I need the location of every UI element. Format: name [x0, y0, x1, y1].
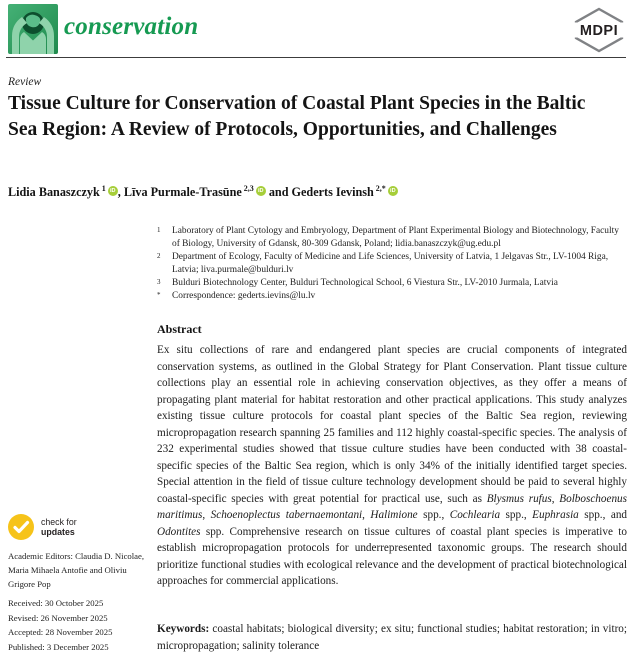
species-name: Schoenoplectus tabernaemontani: [210, 509, 363, 521]
keywords-text: coastal habitats; biological diversity; ex situ; functional studies; habitat restoration; in vitro; micropropagation; salinity tolerance: [157, 623, 627, 652]
species-name: Odontites: [157, 525, 201, 538]
article-type-label: Review: [8, 76, 42, 88]
article-dates: [8, 596, 112, 654]
abstract-segment: spp., and: [578, 509, 628, 521]
keywords-block: [157, 621, 627, 654]
species-name: Blysmus rufus: [486, 492, 552, 505]
orcid-id-icon[interactable]: iD: [388, 186, 398, 196]
abstract-segment: ,: [362, 509, 371, 521]
abstract-segment: spp.,: [417, 509, 450, 521]
date-received: Received: 30 October 2025: [8, 598, 104, 608]
orcid-id-icon[interactable]: iD: [256, 186, 266, 196]
species-name: Cochlearia: [449, 509, 501, 521]
affiliation-text: Laboratory of Plant Cytology and Embryology, Department of Plant Experimental Biology and Biotechnology, Faculty of Biology, University of Gdansk, 80-309 Gdansk, Poland; lidia.banaszczyk@ug.edu.pl: [172, 226, 619, 249]
correspondence-item: [157, 290, 629, 303]
header-divider: [6, 57, 626, 58]
affiliation-item: [157, 277, 629, 290]
affiliation-item: [157, 251, 629, 277]
author: Līva Purmale-Trasūne $^{2,3}$ iD: [124, 185, 266, 199]
page-title: Tissue Culture for Conservation of Coastal Plant Species in the Baltic Sea Region: A Review of Protocols, Opportunities, and Challenges: [8, 93, 586, 140]
correspondence-text: Correspondence: gederts.ievins@lu.lv: [172, 291, 316, 301]
abstract-segment: Ex situ collections of rare and endangered plant species are crucial components of integrated conservation systems, as outlined in the Global Strategy for Plant Conservation. Plant tissue culture collections play an essential role in achieving conservation objectives, as they offer a means of propagating plant material for habitat restoration and other practical applications. This study analyzes existing tissue culture protocols for coastal plant species of the Baltic Sea region, reviewing micropropagation research spanning 25 families and 112 highly coastal-specific species. The analysis of 232 experimental studies showed that tissue culture studies have been conducted with 38 coastal-specific species of the Baltic Sea region, which is only 34% of the initially identified target species. Special attention in the field of tissue culture technology development should be paid to several highly coastal-specific species with great potential for practical use, such as: [157, 344, 627, 505]
abstract-segment: ,: [551, 492, 560, 505]
publisher-logo: [570, 7, 628, 58]
check-badge-line2: updates: [41, 527, 75, 537]
author-separator: ,: [117, 185, 124, 200]
affiliation-text: Department of Ecology, Faculty of Medicine and Life Sciences, University of Latvia, 1 Jelgavas Str., LV-1004 Riga, Latvia; liva.purmale@bulduri.lv: [172, 252, 609, 275]
date-revised: Revised: 26 November 2025: [8, 612, 108, 623]
species-name: Halimione: [370, 509, 418, 521]
keywords-label: Keywords:: [157, 623, 210, 635]
check-for-updates-badge[interactable]: [8, 514, 77, 540]
affiliation-marker: *: [157, 291, 161, 299]
journal-name: conservation: [64, 13, 199, 40]
mdpi-hexagon-icon: [570, 7, 628, 53]
affiliation-marker: 2: [157, 252, 161, 260]
date-published: Published: 3 December 2025: [8, 641, 109, 652]
species-name: Bolboschoenus maritimus: [157, 492, 628, 521]
author: Lidia Banaszczyk $^1$ iD: [8, 185, 118, 199]
affiliation-text: Bulduri Biotechnology Center, Bulduri Technological School, 6 Viestura Str., LV-2010 Jurmala, Latvia: [172, 278, 558, 288]
author: Gederts Ievinsh $^{2,*}$ iD: [292, 185, 398, 199]
date-accepted: Accepted: 28 November 2025: [8, 627, 113, 638]
species-name: Euphrasia: [532, 509, 579, 521]
orcid-id-icon[interactable]: iD: [108, 186, 118, 196]
abstract-segment: spp. Comprehensive research on tissue cultures of coastal plant species is imperative to establish micropropagation protocols for underrepresented taxonomic groups. The research should prioritize functional studies with ecological relevance and the development of practical biotechnological approaches for commercial applications.: [157, 525, 627, 587]
journal-logo: [8, 4, 58, 54]
affiliations-list: [157, 225, 629, 303]
affiliation-marker: 3: [157, 278, 161, 286]
authors-line: [8, 184, 398, 200]
author-separator: and: [265, 185, 292, 200]
abstract-segment: spp.,: [500, 509, 533, 521]
hands-holding-globe-icon: [8, 4, 58, 54]
affiliation-marker: 1: [157, 226, 161, 234]
affiliation-item: [157, 225, 629, 251]
check-circle-icon: [8, 514, 34, 540]
check-badge-text: [41, 517, 77, 537]
abstract-segment: ,: [202, 509, 211, 521]
abstract-heading: Abstract: [157, 322, 202, 336]
abstract-text: [157, 342, 627, 590]
academic-editors: Academic Editors: Claudia D. Nicolae, Maria Mihaela Antofie and Oliviu Grigore Pop: [8, 551, 145, 589]
check-badge-line1: check for: [41, 517, 77, 527]
publisher-wordmark: MDPI: [579, 23, 619, 39]
